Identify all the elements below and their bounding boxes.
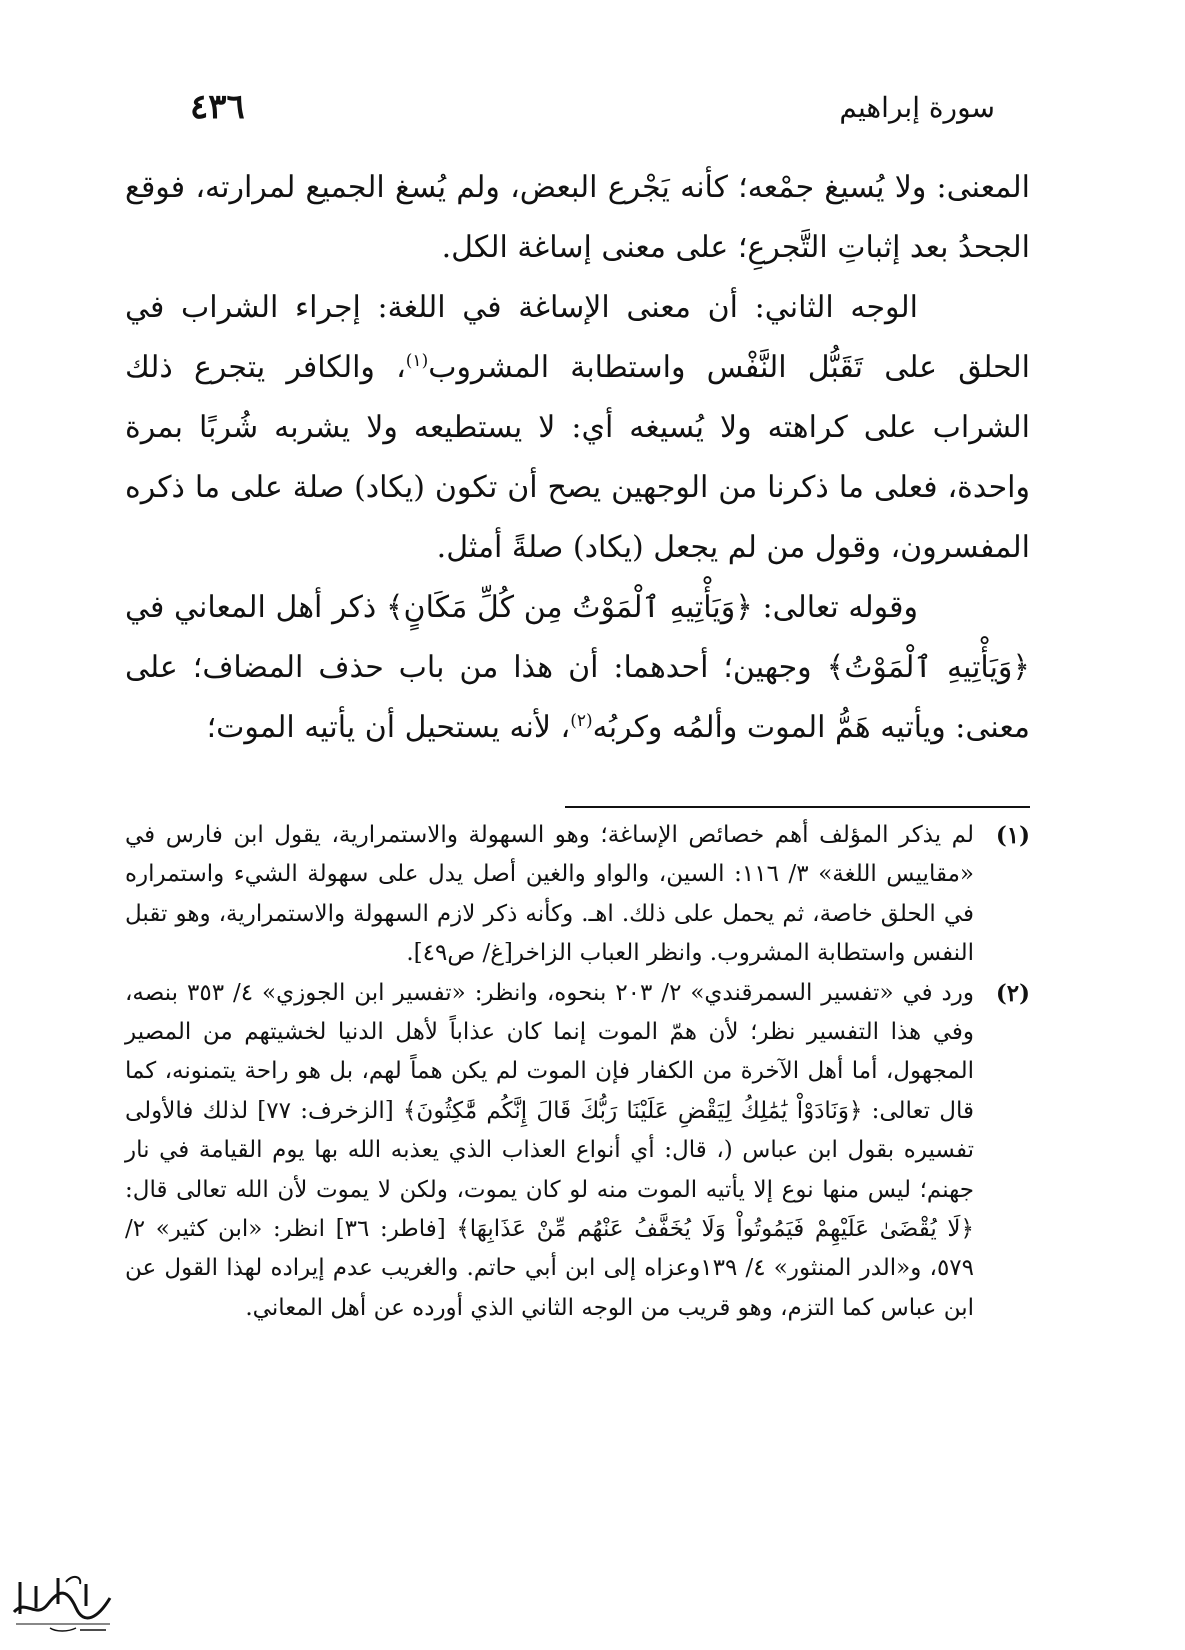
page-header [190, 82, 995, 132]
footnotes [125, 816, 1030, 1328]
paragraph-meaning: المعنى: ولا يُسيغ جمْعه؛ كأنه يَجْرع البعض، ولم يُسغ الجميع لمرارته، فوقع الجحدُ بعد إثباتِ التَّجرعِ؛ على معنى إساغة الكل. [125, 170, 1030, 265]
footnote-2-number: (٢) [995, 979, 1030, 1007]
paragraph-second-aspect-part-1: الوجه الثاني: أن معنى الإساغة في اللغة: إجراء الشراب في الحلق على تَقَبُّل النَّفْس واستطابة المشروب [125, 290, 1031, 385]
footnote-ref-1[interactable]: (١) [405, 351, 429, 371]
paragraph-second-aspect [125, 278, 1030, 578]
verse-commentary-part-2: وجهين؛ أحدهما: أن هذا من باب حذف المضاف؛ على معنى: ويأتيه هَمُّ الموت وألمُه وكربُه [125, 650, 1030, 745]
watermark-logo [6, 1568, 118, 1636]
footnote-ref-2[interactable]: (٢) [570, 711, 593, 731]
calligraphy-logo-icon [6, 1568, 118, 1636]
footnote-1-number: (١) [995, 822, 1030, 849]
surah-title: سورة إبراهيم [839, 90, 995, 124]
footnote-separator [565, 806, 1030, 808]
footnote-2-text: ورد في «تفسير السمرقندي» ٢/ ٢٠٣ بنحوه، وانظر: «تفسير ابن الجوزي» ٤/ ٣٥٣ بنصه، وفي هذا التفسير نظر؛ لأن همّ الموت إنما كان عذاباً لأهل الدنيا لخشيتهم من المصير المجهول، أما أهل الآخرة من الكفار فإن الموت لم يكن هماً لهم، بل هو راحة يتمنونه، كما قال تعالى: ﴿وَنَادَوْاْ يَٰمَٰلِكُ لِيَقْضِ عَلَيْنَا رَبُّكَ قَالَ إِنَّكُم مَّٰكِثُونَ﴾ [الزخرف: ٧٧] لذلك فالأولى تفسيره بقول ابن عباس (، قال: أي أنواع العذاب الذي يعذبه الله بها يوم القيامة في نار جهنم؛ ليس منها نوع إلا يأتيه الموت منه لو كان يموت، ولكن لا يموت لأن الله تعالى قال: ﴿لَا يُقْضَىٰ عَلَيْهِمْ فَيَمُوتُواْ وَلَا يُخَفَّفُ عَنْهُم مِّنْ عَذَابِهَا﴾ [فاطر: ٣٦] انظر: «ابن كثير» ٢/ ٥٧٩، و«الدر المنثور» ٤/ ١٣٩وعزاه إلى ابن أبي حاتم. والغريب عدم إيراده لهذا القول عن ابن عباس كما التزم، وهو قريب من الوجه الثاني الذي أورده عن أهل المعاني. [125, 979, 975, 1321]
quran-verse-2: ﴿وَيَأْتِيهِ ٱلْمَوْتُ﴾ [826, 650, 1030, 685]
verse-intro: وقوله تعالى: [752, 590, 918, 625]
verse-commentary-part-1: ذكر أهل المعاني في [125, 590, 386, 625]
verse-commentary-part-3: ، لأنه يستحيل أن يأتيه الموت؛ [206, 710, 571, 745]
page-number: ٤٣٦ [190, 87, 245, 127]
quran-verse-1: ﴿وَيَأْتِيهِ ٱلْمَوْتُ مِن كُلِّ مَكَانٍ﴾ [385, 590, 753, 625]
footnote-1-text: لم يذكر المؤلف أهم خصائص الإساغة؛ وهو السهولة والاستمرارية، يقول ابن فارس في «مقاييس اللغة» ٣/ ١١٦: السين، والواو والغين أصل يدل على سهولة الشيء واستمراره في الحلق خاصة، ثم يحمل على ذلك. اهـ. وكأنه ذكر لازم السهولة والاستمرارية، وهو تقبل النفس واستطابة المشروب. وانظر العباب الزاخر[غ/ ص٤٩]. [125, 822, 974, 967]
footnote-2 [125, 974, 1030, 1329]
main-text [125, 158, 1030, 758]
paragraph-verse-commentary [125, 578, 1030, 758]
paragraph-second-aspect-part-2: ، والكافر يتجرع ذلك الشراب على كراهته ولا يُسيغه أي: لا يستطيعه ولا يشربه شُربًا بمرة واحدة، فعلى ما ذكرنا من الوجهين يصح أن تكون (يكاد) صلة على ما ذكره المفسرون، وقول من لم يجعل (يكاد) صلةً أمثل. [125, 350, 1030, 565]
footnote-1 [125, 816, 1030, 974]
